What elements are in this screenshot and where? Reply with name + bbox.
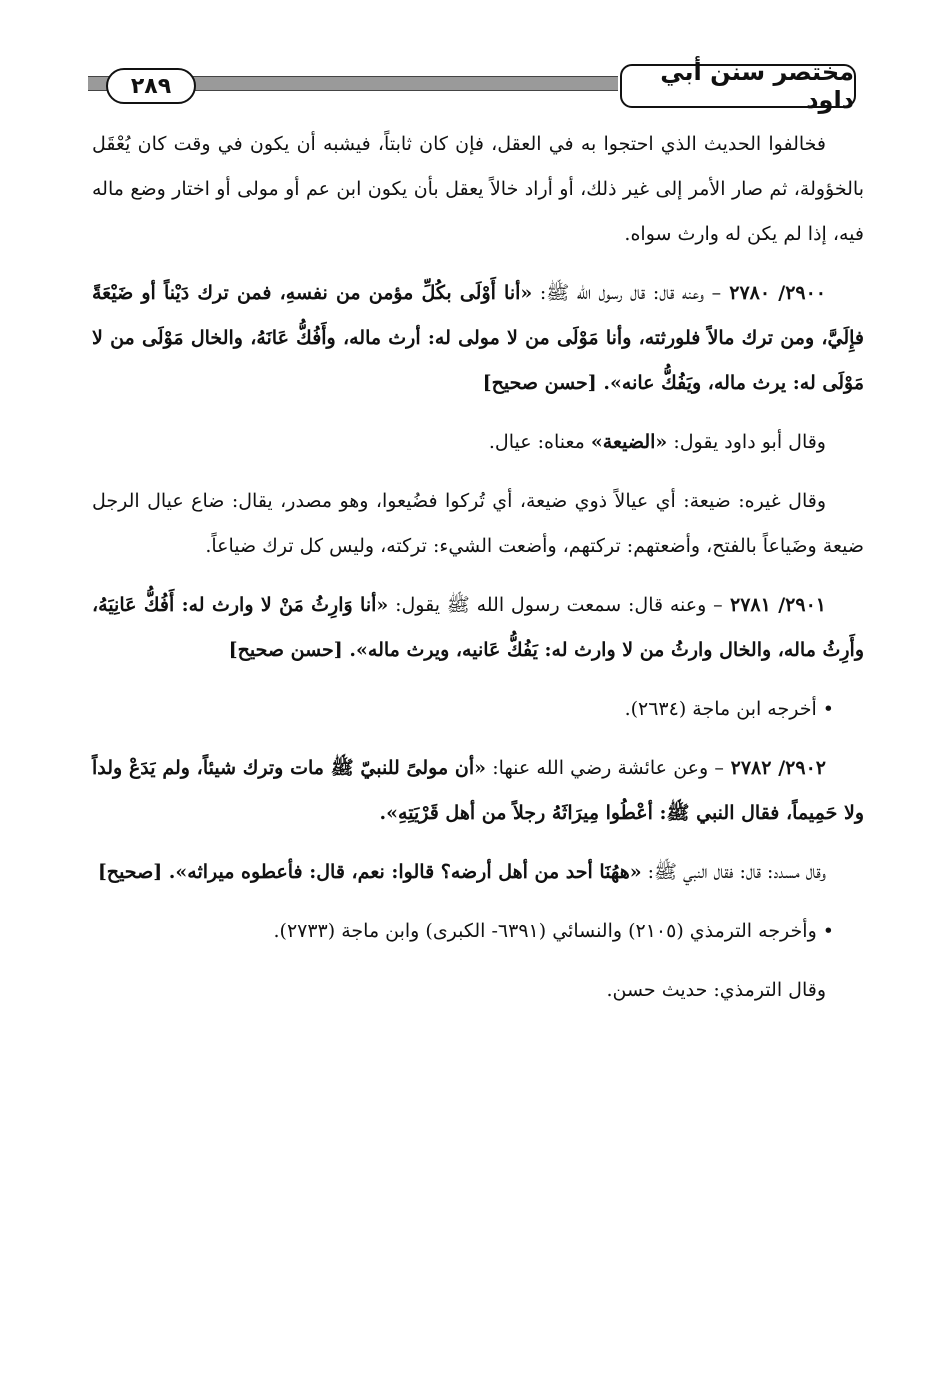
hadith-2900 [92,271,864,406]
hadith-2901 [92,583,864,673]
text-run: معناه: عيال. [488,431,591,453]
bold-text: «أنا أَوْلَى بكُلِّ مؤمن من نفسهِ، فمن ترك دَيْناً أو ضَيْعَةً فإِلَيَّ، ومن ترك مالاً فلورثته، وأنا مَوْلَى من لا مولى له: أرث ماله، وأَفُكُّ عَانَهُ، والخال مَوْلَى من لا مَوْلَى له: يرث ماله، ويَفُكُّ عانه». [حسن صحيح] [92,282,864,394]
text-run: وقال أبو داود يقول: [667,431,826,453]
hadith-2902 [92,746,864,836]
paragraph [92,122,864,257]
paragraph [92,687,864,732]
running-header [88,58,856,114]
paragraph [92,850,864,895]
bold-text: «ههُنَا أحد من أهل أرضه؟ قالوا: نعم، قال: فأعطوه ميراثه». [صحيح] [97,861,642,883]
bold-text: «الضيعة» [590,431,668,453]
bold-text: ٢٩٠٠/ ٢٧٨٠ [721,282,827,304]
text-run: وقال مسدد: قال: فقال النبي ﷺ: [641,861,826,883]
text-run: – وعنه قال: قال رسول الله ﷺ: [532,282,722,304]
bold-text: ٢٩٠١/ ٢٧٨١ [722,594,826,616]
page-number: ٢٨٩ [106,68,196,104]
text-run: • وأخرجه الترمذي (٢١٠٥) والنسائي (٦٣٩١- الكبرى) وابن ماجة (٢٧٣٣). [273,920,834,942]
bold-text: «أن مولىً للنبيّ ﷺ مات وترك شيئاً، ولم يَدَعْ ولداً ولا حَمِيماً، فقال النبي ﷺ: أعْطُوا مِيرَاثَهُ رجلاً من أهل قَرْيَتِهِ». [92,757,864,824]
text-run: فخالفوا الحديث الذي احتجوا به في العقل، فإن كان ثابتاً، فيشبه أن يكون في وقت كان يُعْقَل بالخؤولة، ثم صار الأمر إلى غير ذلك، أو أراد خالاً يعقل بأن يكون ابن عم أو مولى أو اختار وضع ماله فيه، إذا لم يكن له وارث سواه. [92,133,864,245]
book-title: مختصر سنن أبي داود [620,64,856,108]
text-run: وقال الترمذي: حديث حسن. [606,979,826,1001]
paragraph [92,479,864,569]
text-run: وقال غيره: ضيعة: أي عيالاً ذوي ضيعة، أي تُركوا فضُيعوا، وهو مصدر، يقال: ضاع عيال الرجل ضيعة وضَياعاً بالفتح، وأضعتهم: تركتهم، وأضعت الشيء: تركته، وليس كل ترك ضياعاً. [92,490,864,557]
paragraph [92,968,864,1013]
paragraph [92,909,864,954]
text-run: • أخرجه ابن ماجة (٢٦٣٤). [624,698,834,720]
bold-text: «أنا وَارِثُ مَنْ لا وارث له: أَفُكُّ عَانِيَهُ، وأَرِثُ ماله، والخال وارثُ من لا وارث له: يَفُكُّ عَانيه، ويرث ماله». [حسن صحيح] [92,594,864,661]
paragraph [92,420,864,465]
bold-text: ٢٩٠٢/ ٢٧٨٢ [723,757,826,779]
page-body [92,122,864,1027]
text-run: – وعنه قال: سمعت رسول الله ﷺ يقول: [388,594,723,616]
text-run: – وعن عائشة رضي الله عنها: [486,757,724,779]
